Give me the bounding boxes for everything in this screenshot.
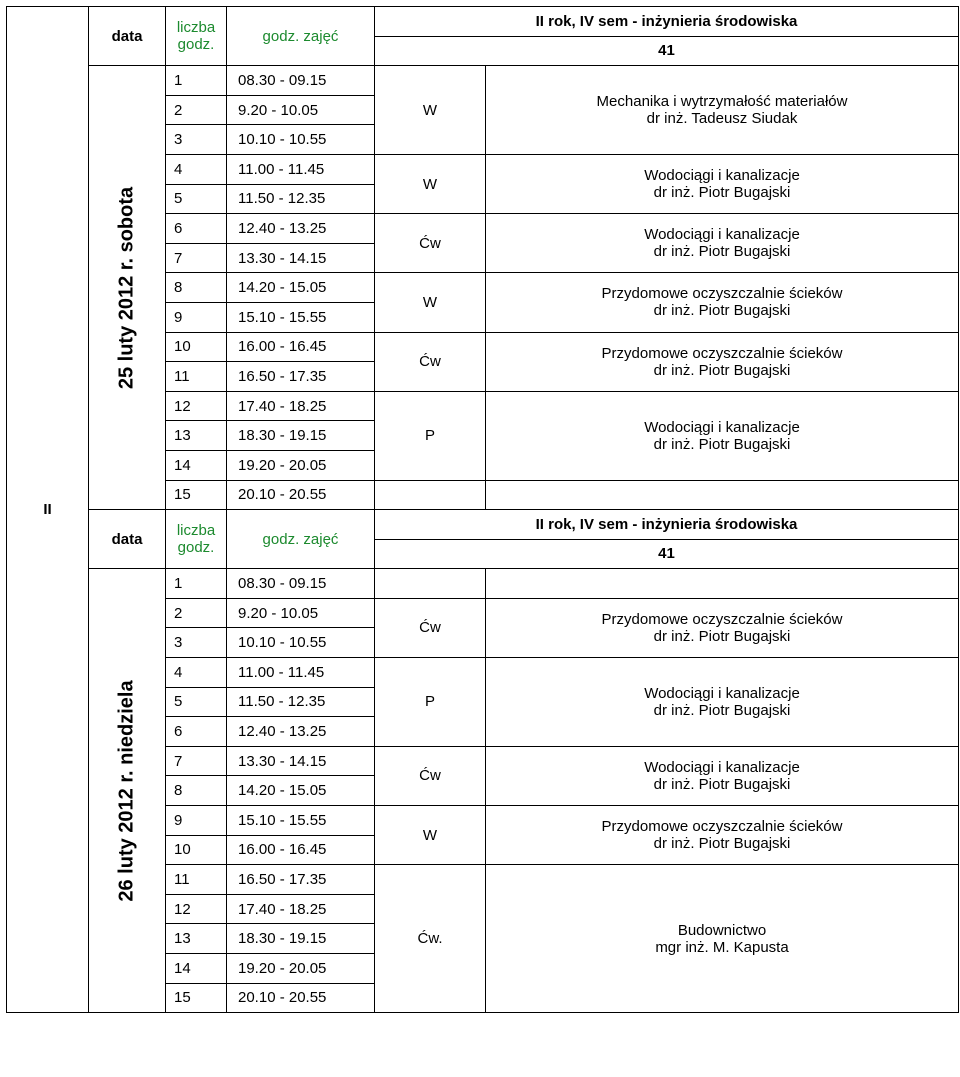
table-row	[7, 66, 959, 96]
slot-time: 11.00 - 11.45	[227, 658, 375, 688]
class-type-empty	[375, 480, 486, 510]
slot-time: 10.10 - 10.55	[227, 628, 375, 658]
slot-time: 20.10 - 20.55	[227, 983, 375, 1013]
subject-name: Wodociągi i kanalizacje	[644, 167, 800, 185]
class-subject	[486, 806, 959, 865]
day-date	[89, 569, 166, 1013]
hours-count-header-line2: godz.	[177, 36, 215, 54]
slot-number: 13	[166, 924, 227, 954]
subject-name: Przydomowe oczyszczalnie ścieków	[601, 818, 843, 836]
class-subject	[486, 746, 959, 805]
slot-number: 8	[166, 273, 227, 303]
program-title: II rok, IV sem - inżynieria środowiska	[375, 510, 959, 540]
slot-time: 11.00 - 11.45	[227, 154, 375, 184]
slot-time: 9.20 - 10.05	[227, 598, 375, 628]
slot-time: 18.30 - 19.15	[227, 421, 375, 451]
teacher-name: dr inż. Piotr Bugajski	[653, 361, 791, 379]
slot-time: 20.10 - 20.55	[227, 480, 375, 510]
teacher-name: dr inż. Piotr Bugajski	[653, 243, 791, 261]
slot-time: 10.10 - 10.55	[227, 125, 375, 155]
subject-name: Przydomowe oczyszczalnie ścieków	[601, 344, 843, 362]
teacher-name: dr inż. Piotr Bugajski	[653, 435, 791, 453]
slot-number: 4	[166, 154, 227, 184]
class-type: Ćw	[375, 332, 486, 391]
program-title: II rok, IV sem - inżynieria środowiska	[375, 7, 959, 37]
class-type: Ćw.	[375, 865, 486, 1013]
slot-time: 13.30 - 14.15	[227, 746, 375, 776]
slot-time: 19.20 - 20.05	[227, 954, 375, 984]
slot-number: 3	[166, 125, 227, 155]
slot-number: 5	[166, 687, 227, 717]
slot-number: 12	[166, 391, 227, 421]
class-subject	[486, 273, 959, 332]
class-type: P	[375, 391, 486, 480]
teacher-name: dr inż. Piotr Bugajski	[653, 627, 791, 645]
hours-count-header-line1: liczba	[176, 19, 216, 37]
class-subject	[486, 332, 959, 391]
subject-name: Przydomowe oczyszczalnie ścieków	[601, 285, 843, 303]
slot-time: 16.50 - 17.35	[227, 865, 375, 895]
day-date-label: 25 luty 2012 r. sobota	[115, 186, 138, 389]
slot-number: 10	[166, 332, 227, 362]
slot-time: 08.30 - 09.15	[227, 569, 375, 599]
slot-number: 13	[166, 421, 227, 451]
group-number: 41	[375, 36, 959, 66]
schedule-table	[6, 6, 959, 1013]
class-subject	[486, 598, 959, 657]
group-number: 41	[375, 539, 959, 569]
subject-name: Mechanika i wytrzymałość materiałów	[596, 93, 848, 111]
class-subject-empty	[486, 569, 959, 599]
table-row	[7, 569, 959, 599]
slot-time: 17.40 - 18.25	[227, 894, 375, 924]
slot-time: 12.40 - 13.25	[227, 717, 375, 747]
class-type: Ćw	[375, 214, 486, 273]
slot-number: 10	[166, 835, 227, 865]
class-type: P	[375, 658, 486, 747]
slot-number: 9	[166, 806, 227, 836]
class-subject	[486, 214, 959, 273]
slot-number: 8	[166, 776, 227, 806]
slot-time: 19.20 - 20.05	[227, 450, 375, 480]
class-type: Ćw	[375, 598, 486, 657]
teacher-name: dr inż. Tadeusz Siudak	[646, 110, 798, 128]
class-subject	[486, 865, 959, 1013]
slot-time: 13.30 - 14.15	[227, 243, 375, 273]
class-subject	[486, 658, 959, 747]
teacher-name: dr inż. Piotr Bugajski	[653, 701, 791, 719]
slot-number: 2	[166, 598, 227, 628]
class-hours-header: godz. zajęć	[227, 7, 375, 66]
slot-time: 08.30 - 09.15	[227, 66, 375, 96]
day-date	[89, 66, 166, 510]
day-date-label: 26 luty 2012 r. niedziela	[115, 680, 138, 902]
slot-time: 16.00 - 16.45	[227, 332, 375, 362]
slot-time: 18.30 - 19.15	[227, 924, 375, 954]
slot-time: 11.50 - 12.35	[227, 184, 375, 214]
teacher-name: dr inż. Piotr Bugajski	[653, 835, 791, 853]
semester-label: II	[7, 7, 89, 1013]
subject-name: Wodociągi i kanalizacje	[644, 226, 800, 244]
slot-number: 12	[166, 894, 227, 924]
slot-number: 6	[166, 717, 227, 747]
header-row	[7, 7, 959, 37]
class-subject	[486, 66, 959, 155]
slot-time: 16.00 - 16.45	[227, 835, 375, 865]
slot-number: 15	[166, 983, 227, 1013]
class-subject	[486, 154, 959, 213]
class-type: W	[375, 806, 486, 865]
slot-time: 17.40 - 18.25	[227, 391, 375, 421]
slot-time: 16.50 - 17.35	[227, 362, 375, 392]
date-header: data	[89, 7, 166, 66]
subject-name: Wodociągi i kanalizacje	[644, 758, 800, 776]
class-type: W	[375, 273, 486, 332]
slot-number: 4	[166, 658, 227, 688]
slot-number: 9	[166, 302, 227, 332]
slot-number: 7	[166, 746, 227, 776]
teacher-name: dr inż. Piotr Bugajski	[653, 302, 791, 320]
hours-count-header	[166, 510, 227, 569]
slot-number: 14	[166, 450, 227, 480]
class-subject	[486, 391, 959, 480]
subject-name: Wodociągi i kanalizacje	[644, 684, 800, 702]
slot-number: 7	[166, 243, 227, 273]
teacher-name: dr inż. Piotr Bugajski	[653, 184, 791, 202]
slot-time: 15.10 - 15.55	[227, 302, 375, 332]
slot-number: 5	[166, 184, 227, 214]
slot-time: 9.20 - 10.05	[227, 95, 375, 125]
class-hours-header: godz. zajęć	[227, 510, 375, 569]
subject-name: Wodociągi i kanalizacje	[644, 418, 800, 436]
hours-count-header	[166, 7, 227, 66]
slot-time: 15.10 - 15.55	[227, 806, 375, 836]
slot-number: 3	[166, 628, 227, 658]
date-header: data	[89, 510, 166, 569]
hours-count-header-line2: godz.	[177, 539, 215, 557]
slot-number: 6	[166, 214, 227, 244]
teacher-name: dr inż. Piotr Bugajski	[653, 775, 791, 793]
slot-number: 1	[166, 569, 227, 599]
slot-number: 11	[166, 362, 227, 392]
teacher-name: mgr inż. M. Kapusta	[655, 938, 789, 956]
slot-number: 14	[166, 954, 227, 984]
slot-number: 11	[166, 865, 227, 895]
header-row	[7, 510, 959, 540]
class-subject-empty	[486, 480, 959, 510]
class-type-empty	[375, 569, 486, 599]
slot-time: 14.20 - 15.05	[227, 776, 375, 806]
slot-time: 12.40 - 13.25	[227, 214, 375, 244]
slot-number: 15	[166, 480, 227, 510]
class-type: Ćw	[375, 746, 486, 805]
slot-time: 11.50 - 12.35	[227, 687, 375, 717]
class-type: W	[375, 154, 486, 213]
class-type: W	[375, 66, 486, 155]
slot-number: 2	[166, 95, 227, 125]
subject-name: Budownictwo	[677, 921, 767, 939]
slot-number: 1	[166, 66, 227, 96]
slot-time: 14.20 - 15.05	[227, 273, 375, 303]
subject-name: Przydomowe oczyszczalnie ścieków	[601, 610, 843, 628]
hours-count-header-line1: liczba	[176, 522, 216, 540]
